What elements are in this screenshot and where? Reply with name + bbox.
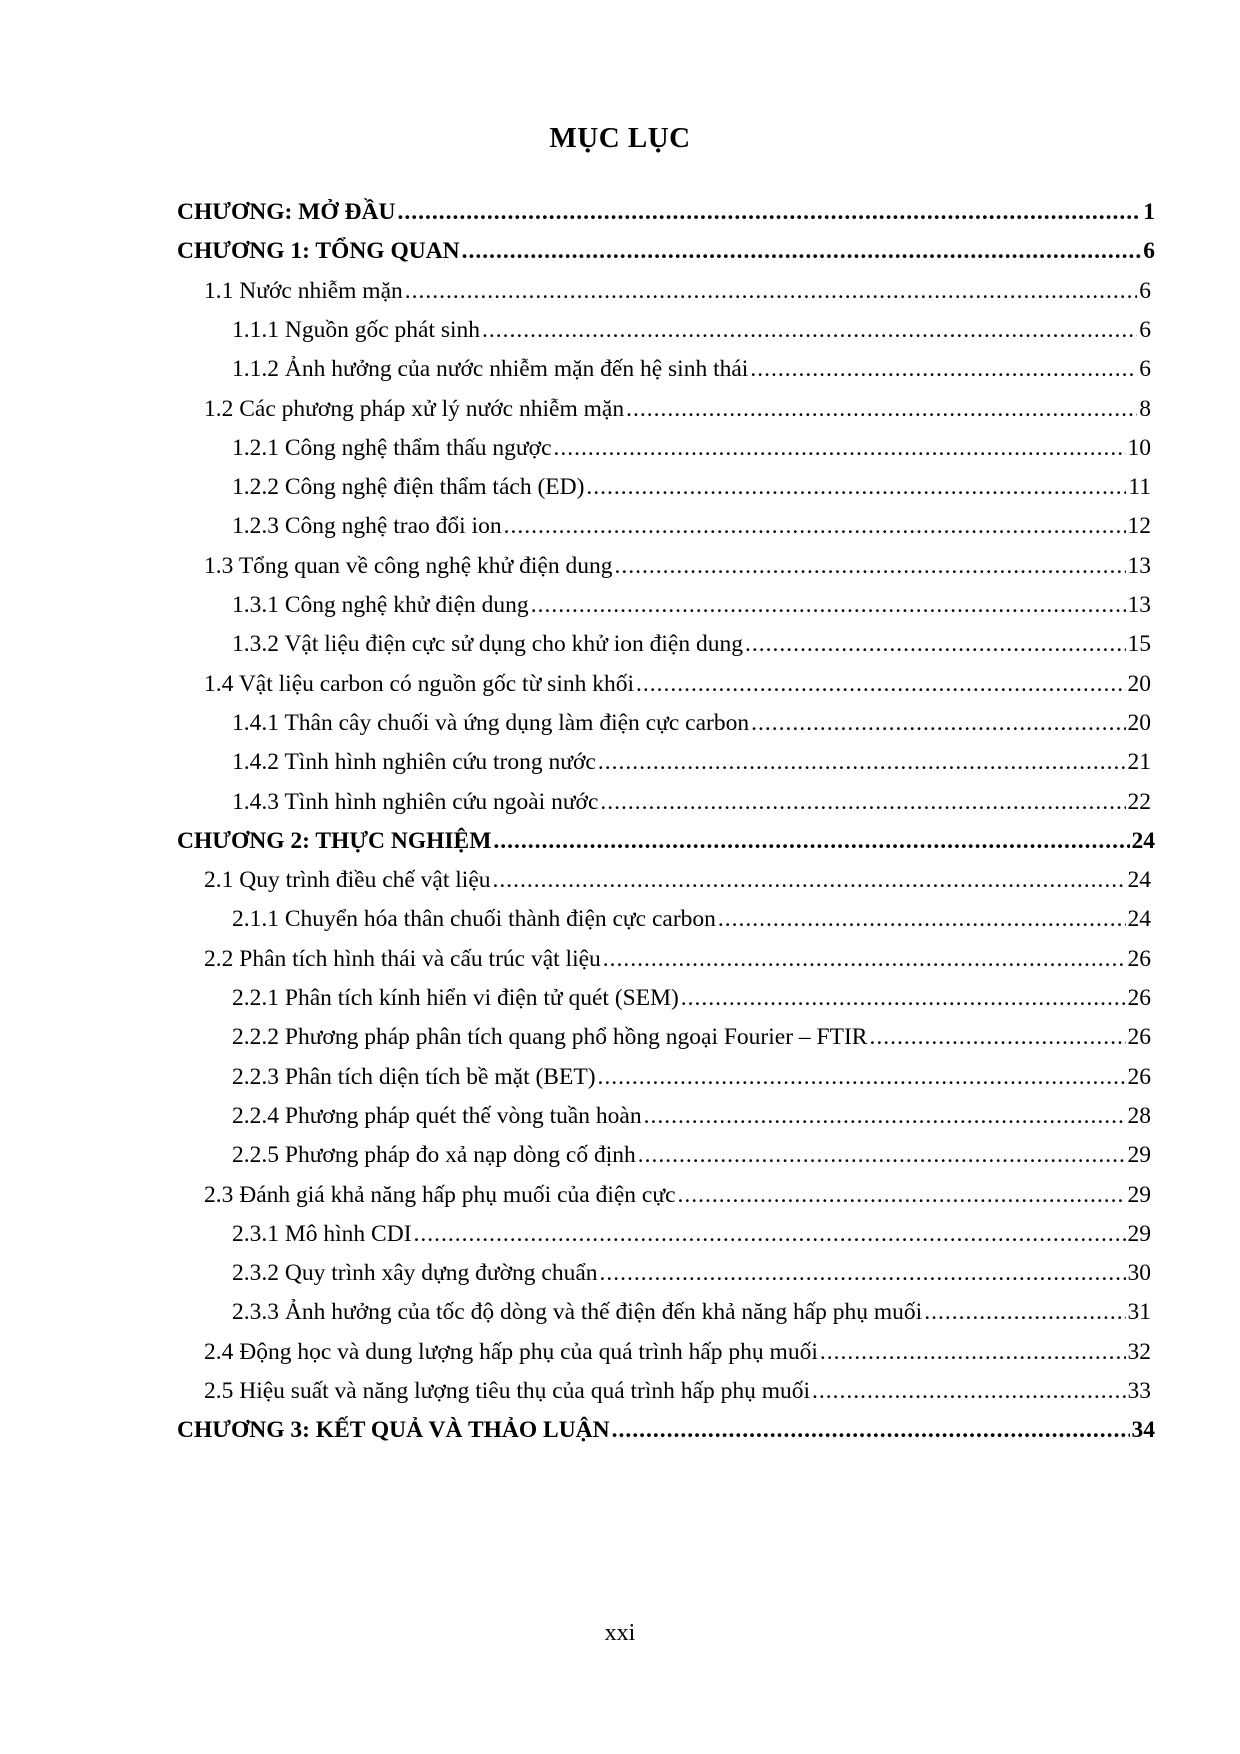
toc-entry-label: 2.2.3 Phân tích diện tích bề mặt (BET) — [232, 1063, 596, 1090]
toc-entry-page-number: 26 — [1127, 1024, 1151, 1051]
toc-entry-page-number: 20 — [1127, 670, 1151, 697]
toc-entry[interactable] — [232, 1130, 1151, 1170]
toc-entry[interactable] — [232, 344, 1151, 384]
toc-entry[interactable] — [232, 423, 1151, 463]
toc-entry-label: 1.2.3 Công nghệ trao đổi ion — [232, 513, 502, 540]
toc-entry-page-number: 15 — [1127, 631, 1151, 658]
toc-dot-leader — [636, 669, 1125, 699]
toc-dot-leader — [820, 1337, 1126, 1367]
toc-entry-label: 2.1.1 Chuyển hóa thân chuối thành điện cực carbon — [232, 906, 716, 933]
toc-dot-leader — [600, 787, 1125, 817]
toc-dot-leader — [598, 1062, 1126, 1092]
toc-entry[interactable] — [204, 266, 1151, 306]
toc-entry-label: 2.2 Phân tích hình thái và cấu trúc vật liệu — [204, 945, 601, 972]
toc-dot-leader — [612, 1415, 1130, 1445]
toc-dot-leader — [554, 433, 1126, 463]
toc-entry-label: 2.4 Động học và dung lượng hấp phụ của quá trình hấp phụ muối — [204, 1338, 818, 1365]
toc-dot-leader — [462, 236, 1142, 266]
toc-title: MỤC LỤC — [549, 122, 691, 154]
toc-entry[interactable] — [204, 934, 1151, 974]
toc-entry-label: 1.3 Tổng quan về công nghệ khử điện dung — [204, 552, 613, 579]
toc-entry[interactable] — [177, 1405, 1155, 1445]
toc-dot-leader — [493, 826, 1129, 856]
toc-entry[interactable] — [232, 462, 1151, 502]
toc-entry-page-number: 29 — [1127, 1220, 1151, 1247]
toc-entry-page-number: 34 — [1131, 1417, 1155, 1444]
toc-entry-page-number: 24 — [1131, 827, 1155, 854]
toc-entry-label: CHƯƠNG: MỞ ĐẦU — [177, 199, 396, 225]
toc-dot-leader — [678, 1180, 1126, 1210]
toc-dot-leader — [598, 747, 1126, 777]
toc-entry-label: 2.3 Đánh giá khả năng hấp phụ muối của điện cực — [204, 1181, 676, 1208]
toc-entry-label: 1.4.3 Tình hình nghiên cứu ngoài nước — [232, 788, 599, 815]
toc-entry[interactable] — [232, 1012, 1151, 1052]
toc-entry[interactable] — [177, 187, 1155, 227]
toc-entry-label: CHƯƠNG 3: KẾT QUẢ VÀ THẢO LUẬN — [177, 1417, 610, 1444]
toc-entry-label: 2.1 Quy trình điều chế vật liệu — [204, 867, 491, 894]
toc-entry-label: 1.1.1 Nguồn gốc phát sinh — [232, 316, 481, 343]
toc-entry-page-number: 6 — [1143, 238, 1155, 265]
toc-entry[interactable] — [232, 1052, 1151, 1092]
toc-dot-leader — [681, 983, 1126, 1013]
toc-entry-label: 1.1.2 Ảnh hưởng của nước nhiễm mặn đến hệ sinh thái — [232, 356, 749, 383]
toc-entry-page-number: 24 — [1127, 867, 1151, 894]
toc-entry-page-number: 6 — [1139, 356, 1151, 383]
toc-entry-label: 1.2.2 Công nghệ điện thẩm tách (ED) — [232, 474, 585, 501]
toc-entry-page-number: 6 — [1139, 277, 1151, 304]
toc-dot-leader — [745, 629, 1126, 659]
toc-entry[interactable] — [232, 777, 1151, 817]
toc-entry-label: 2.2.5 Phương pháp đo xả nạp dòng cố định — [232, 1142, 636, 1169]
toc-entry-label: 2.2.2 Phương pháp phân tích quang phổ hồng ngoại Fourier – FTIR — [232, 1024, 868, 1051]
toc-entry-label: CHƯƠNG 2: THỰC NGHIỆM — [177, 827, 492, 854]
toc-entry-page-number: 29 — [1127, 1142, 1151, 1169]
toc-entry-label: 2.2.1 Phân tích kính hiển vi điện tử quét (SEM) — [232, 985, 679, 1011]
toc-entry[interactable] — [232, 698, 1151, 738]
toc-entry-page-number: 30 — [1127, 1260, 1151, 1287]
toc-entry[interactable] — [232, 737, 1151, 777]
toc-dot-leader — [531, 590, 1126, 620]
toc-entry-page-number: 31 — [1127, 1299, 1151, 1326]
toc-entry[interactable] — [204, 384, 1151, 424]
toc-entry[interactable] — [204, 855, 1151, 895]
toc-entry-label: 1.2 Các phương pháp xử lý nước nhiễm mặn — [204, 395, 625, 422]
toc-entry[interactable] — [204, 1170, 1151, 1210]
toc-entry[interactable] — [232, 1248, 1151, 1288]
toc-entry-label: 1.3.2 Vật liệu điện cực sử dụng cho khử ion điện dung — [232, 631, 743, 658]
toc-entry-page-number: 12 — [1127, 513, 1151, 540]
page-number-footer: xxi — [604, 1620, 636, 1646]
toc-entry-page-number: 33 — [1127, 1378, 1151, 1404]
toc-dot-leader — [504, 511, 1126, 541]
toc-entry-page-number: 24 — [1127, 906, 1151, 933]
toc-dot-leader — [750, 354, 1137, 384]
toc-entry[interactable] — [204, 1366, 1151, 1406]
toc-dot-leader — [638, 1140, 1126, 1170]
toc-entry[interactable] — [232, 1209, 1151, 1249]
toc-entry[interactable] — [177, 226, 1155, 266]
toc-entry[interactable] — [232, 580, 1151, 620]
toc-dot-leader — [482, 315, 1137, 345]
toc-entry-page-number: 28 — [1127, 1102, 1151, 1129]
toc-dot-leader — [397, 197, 1141, 227]
toc-entry-label: 2.2.4 Phương pháp quét thế vòng tuần hoàn — [232, 1102, 642, 1129]
toc-entry-page-number: 20 — [1127, 709, 1151, 736]
toc-entry[interactable] — [232, 1287, 1151, 1327]
toc-entry-page-number: 1 — [1143, 199, 1155, 225]
toc-entry-page-number: 26 — [1127, 945, 1151, 972]
toc-entry-label: 2.3.2 Quy trình xây dựng đường chuẩn — [232, 1260, 598, 1287]
toc-entry-page-number: 13 — [1127, 552, 1151, 579]
toc-entry-label: 1.1 Nước nhiễm mặn — [204, 277, 403, 304]
toc-entry-page-number: 13 — [1127, 592, 1151, 618]
toc-entry-label: 1.2.1 Công nghệ thẩm thấu ngược — [232, 434, 552, 461]
toc-entry-page-number: 6 — [1139, 316, 1151, 343]
toc-entry[interactable] — [204, 541, 1151, 581]
toc-dot-leader — [405, 276, 1137, 306]
toc-entry-label: CHƯƠNG 1: TỔNG QUAN — [177, 238, 460, 265]
toc-dot-leader — [644, 1101, 1126, 1131]
toc-entry-page-number: 11 — [1128, 474, 1151, 501]
toc-entry-page-number: 32 — [1127, 1338, 1151, 1365]
toc-entry-label: 1.4.1 Thân cây chuối và ứng dụng làm điện cực carbon — [232, 709, 750, 736]
toc-entry-label: 2.5 Hiệu suất và năng lượng tiêu thụ của quá trình hấp phụ muối — [204, 1378, 811, 1404]
toc-entry-page-number: 10 — [1127, 434, 1151, 461]
toc-entry[interactable] — [232, 619, 1151, 659]
toc-dot-leader — [718, 904, 1126, 934]
toc-entry[interactable] — [177, 816, 1155, 856]
toc-entry-label: 1.4.2 Tình hình nghiên cứu trong nước — [232, 749, 596, 776]
toc-entry-page-number: 26 — [1127, 985, 1151, 1011]
toc-entry-label: 1.3.1 Công nghệ khử điện dung — [232, 592, 529, 618]
toc-entry[interactable] — [204, 659, 1151, 699]
toc-dot-leader — [924, 1297, 1125, 1327]
toc-dot-leader — [626, 394, 1137, 424]
toc-entry[interactable] — [232, 501, 1151, 541]
toc-entry-label: 2.3.1 Mô hình CDI — [232, 1220, 412, 1247]
toc-dot-leader — [614, 551, 1125, 581]
toc-dot-leader — [414, 1219, 1126, 1249]
toc-entry-page-number: 21 — [1127, 749, 1151, 776]
toc-dot-leader — [751, 708, 1125, 738]
toc-entry-label: 1.4 Vật liệu carbon có nguồn gốc từ sinh khối — [204, 670, 635, 697]
toc-entry[interactable] — [232, 1091, 1151, 1131]
toc-entry[interactable] — [232, 305, 1151, 345]
toc-entry-label: 2.3.3 Ảnh hưởng của tốc độ dòng và thế điện đến khả năng hấp phụ muối — [232, 1299, 923, 1326]
toc-dot-leader — [812, 1376, 1125, 1406]
toc-entry-page-number: 8 — [1139, 395, 1151, 422]
toc-dot-leader — [600, 1258, 1126, 1288]
toc-dot-leader — [603, 944, 1126, 974]
toc-entry-page-number: 29 — [1127, 1181, 1151, 1208]
toc-entry-page-number: 22 — [1127, 788, 1151, 815]
toc-dot-leader — [869, 1022, 1125, 1052]
toc-dot-leader — [493, 865, 1126, 895]
toc-dot-leader — [586, 472, 1126, 502]
toc-entry[interactable] — [204, 1327, 1151, 1367]
toc-entry[interactable] — [232, 973, 1151, 1013]
toc-entry-page-number: 26 — [1127, 1063, 1151, 1090]
toc-entry[interactable] — [232, 894, 1151, 934]
